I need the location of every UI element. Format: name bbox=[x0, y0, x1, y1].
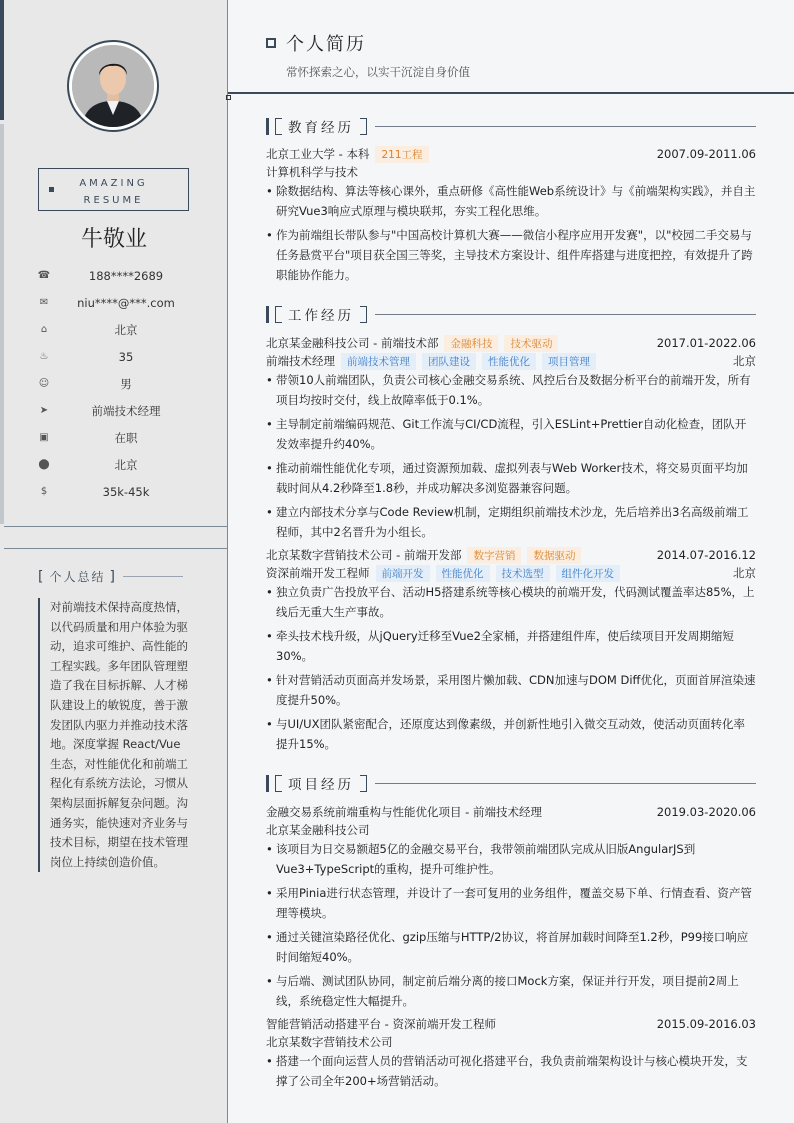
project-2-org-row bbox=[266, 1033, 756, 1051]
education-period: 2007.09-2011.06 bbox=[656, 147, 756, 161]
work-1-city: 北京 bbox=[733, 354, 756, 368]
phone-icon: ☎ bbox=[37, 270, 51, 281]
work-1-role: 前端技术经理 bbox=[266, 354, 335, 368]
work-1-skill-2: 团队建设 bbox=[422, 353, 476, 370]
work-2-skill-1: 前端开发 bbox=[376, 565, 430, 582]
person-portrait-icon bbox=[72, 45, 154, 127]
amazing-resume-badge bbox=[38, 168, 189, 211]
info-age-text: 35 bbox=[118, 349, 134, 364]
major: 计算机科学与技术 bbox=[266, 165, 358, 179]
project-1-period: 2019.03-2020.06 bbox=[656, 805, 756, 819]
section-rule bbox=[375, 783, 756, 784]
work-2-skill-4: 组件化开发 bbox=[556, 565, 621, 582]
list-item: • 牵头技术栈升级，从jQuery迁移至Vue2全家桶，并搭建组件库，使后续项目开发周期缩短30%。 bbox=[266, 626, 756, 666]
project-2-header-row bbox=[266, 1015, 756, 1033]
sidebar-divider-1 bbox=[4, 526, 228, 527]
list-item: • 带领10人前端团队，负责公司核心金融交易系统、风控后台及数据分析平台的前端开发，所有项目均按时交付，线上故障率低于0.1%。 bbox=[266, 370, 756, 410]
info-position bbox=[36, 397, 196, 424]
info-phone-text: 188****2689 bbox=[88, 268, 164, 283]
list-item: • 搭建一个面向运营人员的营销活动可视化搭建平台，我负责前端架构设计与核心模块开发，支撑了公司全年200+场营销活动。 bbox=[266, 1051, 756, 1091]
list-item: • 与UI/UX团队紧密配合，还原度达到像素级，并创新性地引入微交互动效，使活动页面转化率提升15%。 bbox=[266, 714, 756, 754]
work-1-skill-4: 项目管理 bbox=[542, 353, 596, 370]
work-2-skill-2: 性能优化 bbox=[436, 565, 490, 582]
right-bracket-icon bbox=[360, 118, 367, 135]
sidebar-accent-bar bbox=[0, 0, 4, 120]
section-bar-icon bbox=[266, 306, 269, 323]
summary-text: 对前端技术保持高度热情，以代码质量和用户体验为驱动，追求可维护、高性能的工程实践。多年团队管理塑造了我在目标拆解、人才梯队建设上的敏锐度，善于激发团队内驱力并推动技术落地。深度掌握 React/Vue 生态，对性能优化和前端工程化有系统方法论，习惯从架构层面拆解复杂问题。沟通务实，能快速对齐业务与技术目标，期望在技术管理岗位上持续创造价值。 bbox=[38, 598, 190, 872]
list-item: • 建立内部技术分享与Code Review机制，定期组织前端技术沙龙，先后培养出3名高级前端工程师，其中2名晋升为小组长。 bbox=[266, 502, 756, 542]
work-2-tag-1: 数字营销 bbox=[467, 547, 521, 564]
work-2-city: 北京 bbox=[733, 566, 756, 580]
sidebar bbox=[0, 0, 228, 1123]
list-item: • 采用Pinia进行状态管理，并设计了一套可复用的业务组件，覆盖交易下单、行情查看、资产管理等模块。 bbox=[266, 883, 756, 923]
info-salary-text: 35k-45k bbox=[102, 484, 150, 499]
summary-title: 个人总结 bbox=[49, 570, 106, 584]
avatar bbox=[67, 40, 159, 132]
summary-heading-rule bbox=[123, 576, 183, 577]
school-tag: 211工程 bbox=[375, 146, 428, 163]
right-bracket-icon bbox=[360, 306, 367, 323]
project-2-title: 智能营销活动搭建平台 - 资深前端开发工程师 bbox=[266, 1017, 496, 1031]
work-1-tag-1: 金融科技 bbox=[444, 335, 498, 352]
work-1-period: 2017.01-2022.06 bbox=[656, 336, 756, 350]
section-rule bbox=[375, 126, 756, 127]
salary-icon: $ bbox=[40, 486, 48, 497]
badge-line-2: RESUME bbox=[83, 195, 144, 206]
info-position-text: 前端技术经理 bbox=[91, 403, 161, 418]
list-item: • 针对营销活动页面高并发场景，采用图片懒加载、CDN加速与DOM Diff优化，页面首屏渲染速度提升50%。 bbox=[266, 670, 756, 710]
page-title: 个人简历 bbox=[286, 34, 366, 55]
work-section-title: 工作经历 bbox=[288, 308, 354, 324]
work-2-tag-2: 数据驱动 bbox=[527, 547, 581, 564]
home-icon: ⌂ bbox=[40, 324, 48, 335]
right-bracket-icon bbox=[360, 775, 367, 792]
work-1-tag-2: 技术驱动 bbox=[504, 335, 558, 352]
section-bar-icon bbox=[266, 775, 269, 792]
corner-marker-icon bbox=[226, 95, 231, 100]
work-2-role-row bbox=[266, 564, 756, 582]
info-phone bbox=[36, 262, 196, 289]
work-1-company: 北京某金融科技公司 - 前端技术部 bbox=[266, 336, 439, 350]
main-content bbox=[228, 0, 794, 1123]
work-section-heading bbox=[266, 304, 756, 324]
mail-icon: ✉ bbox=[39, 297, 49, 308]
list-item: • 该项目为日交易额超5亿的金融交易平台，我带领前端团队完成从旧版AngularJS到Vue3+TypeScript的重构，提升可维护性。 bbox=[266, 839, 756, 879]
list-item: • 作为前端组长带队参与"中国高校计算机大赛——微信小程序应用开发赛"，以"校园二手交易与任务悬赏平台"项目获全国三等奖，主导技术方案设计、组件库搭建与进度把控，有效提升了跨职能协作能力。 bbox=[266, 225, 756, 285]
education-bullets bbox=[266, 181, 756, 289]
list-item: • 推动前端性能优化专项，通过资源预加载、虚拟列表与Web Worker技术，将交易页面平均加载时间从4.2秒降至1.8秒，并成功解决多浏览器兼容问题。 bbox=[266, 458, 756, 498]
location-icon: ⬤ bbox=[38, 459, 50, 470]
list-item: • 独立负责广告投放平台、活动H5搭建系统等核心模块的前端开发，代码测试覆盖率达85%，上线后无重大生产事故。 bbox=[266, 582, 756, 622]
project-1-header-row bbox=[266, 803, 756, 821]
project-1-bullets bbox=[266, 839, 756, 1015]
work-2-company: 北京某数字营销技术公司 - 前端开发部 bbox=[266, 548, 462, 562]
avatar-photo bbox=[72, 45, 154, 127]
list-item: • 主导制定前端编码规范、Git工作流与CI/CD流程，引入ESLint+Prettier自动化检查，团队开发效率提升约40%。 bbox=[266, 414, 756, 454]
project-2-bullets bbox=[266, 1051, 756, 1095]
left-bracket-icon bbox=[275, 306, 282, 323]
briefcase-icon: ▣ bbox=[39, 432, 49, 443]
work-2-skill-3: 技术选型 bbox=[496, 565, 550, 582]
left-bracket-icon: [ bbox=[38, 568, 46, 585]
title-square-icon bbox=[266, 38, 276, 48]
info-status-text: 在职 bbox=[114, 430, 138, 445]
work-1-role-row bbox=[266, 352, 756, 370]
work-1-header-row bbox=[266, 334, 756, 352]
project-2-period: 2015.09-2016.03 bbox=[656, 1017, 756, 1031]
project-2-org: 北京某数字营销技术公司 bbox=[266, 1035, 393, 1049]
info-home bbox=[36, 316, 196, 343]
info-age bbox=[36, 343, 196, 370]
page-subtitle: 常怀探索之心，以实干沉淀自身价值 bbox=[286, 65, 470, 79]
project-1-org: 北京某金融科技公司 bbox=[266, 823, 370, 837]
badge-dot-icon bbox=[49, 187, 54, 192]
section-rule bbox=[375, 314, 756, 315]
info-status bbox=[36, 424, 196, 451]
left-bracket-icon bbox=[275, 118, 282, 135]
list-item: • 与后端、测试团队协同，制定前后端分离的接口Mock方案，保证并行开发，项目提前2周上线，系统稳定性大幅提升。 bbox=[266, 971, 756, 1011]
left-bracket-icon bbox=[275, 775, 282, 792]
sidebar-accent-bar-light bbox=[0, 124, 4, 524]
work-2-role: 资深前端开发工程师 bbox=[266, 566, 370, 580]
info-home-text: 北京 bbox=[114, 322, 138, 337]
education-section-heading bbox=[266, 116, 756, 136]
work-2-header-row bbox=[266, 546, 756, 564]
project-1-org-row bbox=[266, 821, 756, 839]
face-icon: ☺ bbox=[38, 378, 50, 389]
info-location bbox=[36, 451, 196, 478]
work-1-skill-3: 性能优化 bbox=[482, 353, 536, 370]
project-section-title: 项目经历 bbox=[288, 777, 354, 793]
work-2-bullets bbox=[266, 582, 756, 758]
project-section-heading bbox=[266, 773, 756, 793]
sidebar-divider-2 bbox=[4, 548, 228, 549]
info-list bbox=[36, 262, 196, 505]
project-1-title: 金融交易系统前端重构与性能优化项目 - 前端技术经理 bbox=[266, 805, 542, 819]
school-name: 北京工业大学 - 本科 bbox=[266, 147, 370, 161]
education-major-row bbox=[266, 163, 756, 181]
info-gender-text: 男 bbox=[120, 376, 132, 391]
info-salary bbox=[36, 478, 196, 505]
education-header-row bbox=[266, 145, 756, 163]
work-2-period: 2014.07-2016.12 bbox=[656, 548, 756, 562]
person-name: 牛敬业 bbox=[80, 227, 147, 252]
info-gender bbox=[36, 370, 196, 397]
info-location-text: 北京 bbox=[114, 457, 138, 472]
education-section-title: 教育经历 bbox=[288, 120, 354, 136]
right-bracket-icon: ] bbox=[109, 568, 117, 585]
list-item: • 除数据结构、算法等核心课外，重点研修《高性能Web系统设计》与《前端架构实践》，并自主研究Vue3响应式原理与模块联邦，夯实工程化思维。 bbox=[266, 181, 756, 221]
info-email-text: niu****@***.com bbox=[77, 295, 175, 310]
send-icon: ➤ bbox=[39, 405, 49, 416]
summary-heading bbox=[38, 568, 183, 585]
work-1-skill-1: 前端技术管理 bbox=[341, 353, 416, 370]
badge-line-1: AMAZING bbox=[79, 178, 148, 189]
work-1-bullets bbox=[266, 370, 756, 546]
list-item: • 通过关键渲染路径优化、gzip压缩与HTTP/2协议，将首屏加载时间降至1.2秒，P99接口响应时间缩短40%。 bbox=[266, 927, 756, 967]
header-rule bbox=[228, 92, 794, 94]
section-bar-icon bbox=[266, 118, 269, 135]
cake-icon: ♨ bbox=[39, 351, 49, 362]
info-email bbox=[36, 289, 196, 316]
